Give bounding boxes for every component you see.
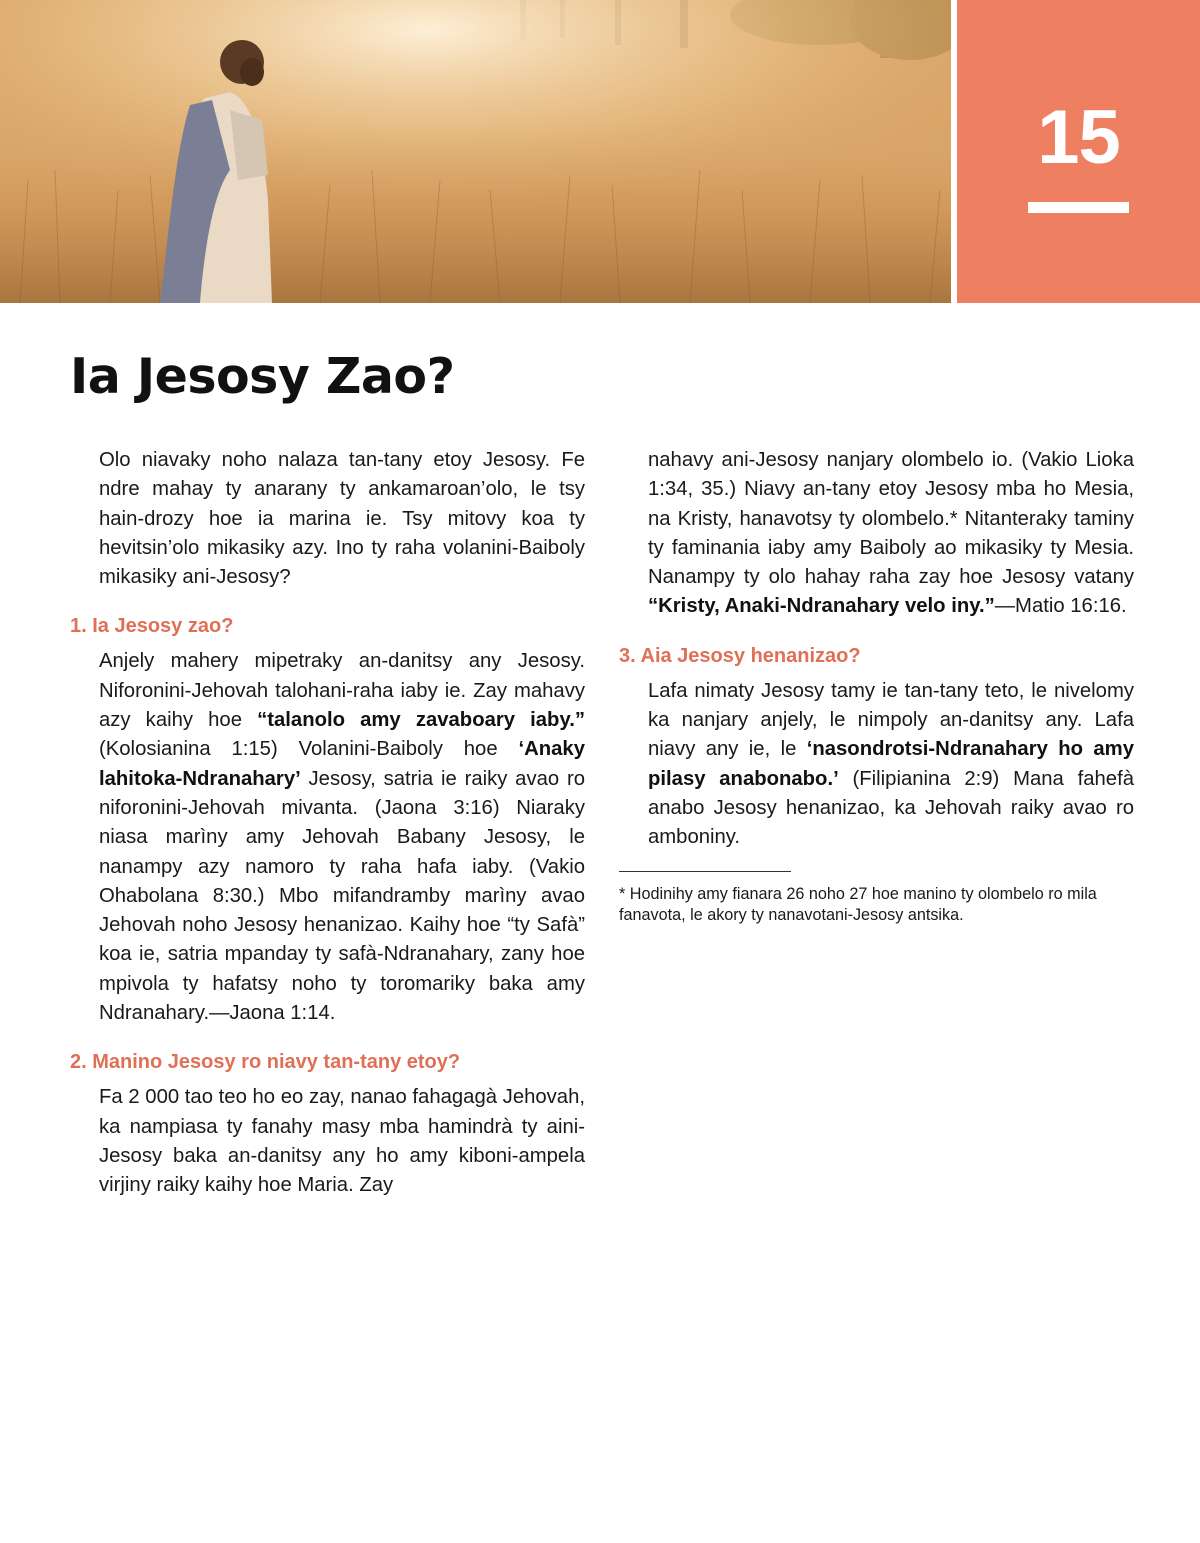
bold-quote: “talanolo amy zavaboary iaby.” [257, 709, 585, 732]
field-photo-illustration [0, 0, 951, 303]
intro-paragraph: Olo niavaky noho nalaza tan-tany etoy Jesosy. Fe ndre mahay ty anarany ty ankamaroan’olo, le tsy hain-drozy hoe ia marina ie. Tsy mitovy koa ty hevitsin’olo mikasiky azy. Ino ty raha volanini-Baiboly mikasiky ani-Jesosy? [99, 449, 585, 589]
answer-2-paragraph-start [70, 1083, 585, 1200]
chapter-number-box [957, 0, 1200, 303]
text-run: Jesosy, satria ie raiky avao ro niforonini-Jehovah mivanta. (Jaona 3:16) Niaraky niasa marìny amy Jehovah Babany Jesosy, le nanampy azy namoro ty raha hafa iaby. (Vakio Ohabolana 8:30.) Mbo mifandramby marìny avao Jehovah noho Jesosy henanizao. Kaihy hoe “ty Safà” koa ie, satria mpanday ty safà-Ndranahary, zany hoe mpivola ty hafatsy noho ty toromariky baka amy Ndranahary.—Jaona 1:14. [99, 767, 585, 1025]
bold-quote: “Kristy, Anaki-Ndranahary velo iny.” [648, 595, 995, 618]
text-run: (Kolosianina 1:15) Volanini-Baiboly hoe [99, 738, 519, 761]
header-photo [0, 0, 951, 303]
question-3-heading: 3. Aia Jesosy henanizao? [619, 644, 861, 667]
footnote-divider [619, 871, 791, 872]
answer-1-paragraph [70, 647, 585, 1028]
text-run: Fa 2 000 tao teo ho eo zay, nanao fahagagà Jehovah, ka nampiasa ty fanahy masy mba hamindrà ty aini-Jesosy baka an-danitsy any ho amy kiboni-ampela virjiny raiky kaihy hoe Maria. Zay [99, 1086, 585, 1197]
answer-3-paragraph [619, 677, 1134, 853]
bold-quote: ‘nasondrotsi-Ndranahary ho amy pilasy anabonabo.’ [648, 738, 1134, 790]
question-2-heading: 2. Manino Jesosy ro niavy tan-tany etoy? [70, 1051, 461, 1074]
question-1-heading: 1. Ia Jesosy zao? [70, 615, 234, 638]
footnote: * Hodinihy amy fianara 26 noho 27 hoe manino ty olombelo ro mila fanavota, le akory ty nanavotani-Jesosy antsika. [619, 884, 1097, 925]
page-title: Ia Jesosy Zao? [70, 348, 455, 405]
chapter-number-underline [1028, 202, 1129, 213]
right-column [619, 446, 1134, 927]
bold-quote: ‘Anaky lahitoka-Ndranahary’ [99, 738, 585, 790]
text-run: (Filipianina 2:9) Mana fahefà anabo Jesosy henanizao, ka Jehovah raiky avao ro amboniny. [648, 767, 1134, 849]
text-run: Anjely mahery mipetraky an-danitsy any Jesosy. Niforonini-Jehovah talohani-raha iaby ie. Zay mahavy azy kaihy hoe [99, 650, 585, 732]
left-column [70, 446, 585, 1201]
text-run: —Matio 16:16. [994, 595, 1127, 618]
text-run: nahavy ani-Jesosy nanjary olombelo io. (Vakio Lioka 1:34, 35.) Niavy an-tany etoy Jesosy mba ho Mesia, na Kristy, hanavotsy ty olombelo.* Nitanteraky taminy ty faminania iaby amy Baiboly ao mikasiky ty Mesia. Nanampy ty olo hahay raha zay hoe Jesosy vatany [648, 449, 1134, 589]
text-run: Lafa nimaty Jesosy tamy ie tan-tany teto, le nivelomy ka nanjary anjely, le nimpoly an-danitsy any. Lafa niavy any ie, le [648, 679, 1134, 761]
chapter-number: 15 [1037, 95, 1120, 180]
answer-2-paragraph-continued [619, 446, 1134, 622]
